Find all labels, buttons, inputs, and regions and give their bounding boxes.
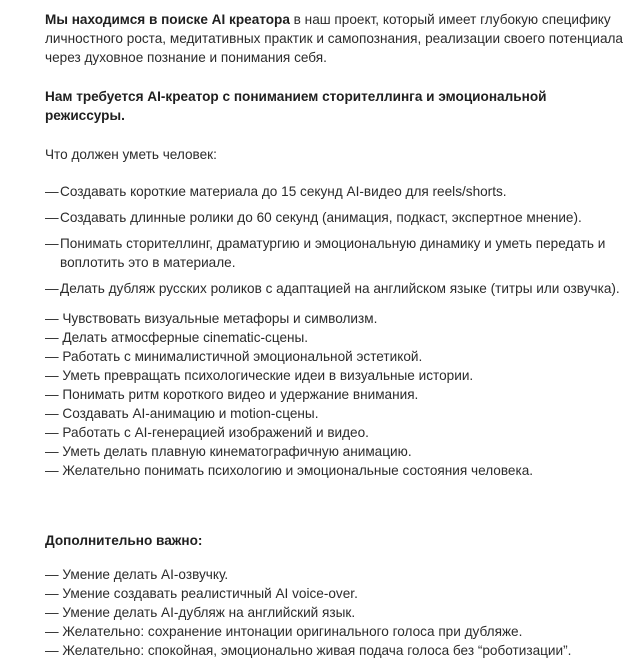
list-item-text: Создавать короткие материала до 15 секунд AI-видео для reels/shorts.	[60, 184, 507, 199]
list-item-text: Умение делать AI-озвучку.	[62, 567, 229, 582]
list-item	[45, 442, 625, 461]
list-item-text: Делать дубляж русских роликов с адаптацией на английском языке (титры или озвучка).	[60, 281, 620, 296]
dash-marker: —	[45, 184, 59, 199]
list-item	[45, 328, 625, 347]
list-item	[45, 279, 625, 298]
additional-requirements-list	[45, 565, 625, 660]
dash-marker: —	[45, 406, 59, 421]
dash-marker: —	[45, 444, 59, 459]
dash-marker: —	[45, 605, 59, 620]
list-item-text: Желательно: сохранение интонации оригинального голоса при дубляже.	[62, 624, 523, 639]
list-item-text: Создавать AI-анимацию и motion-сцены.	[62, 406, 319, 421]
list-item	[45, 366, 625, 385]
list-item-text: Желательно понимать психологию и эмоциональные состояния человека.	[62, 463, 534, 478]
dash-marker: —	[45, 349, 59, 364]
intro-paragraph	[45, 10, 625, 67]
list-item	[45, 385, 625, 404]
dash-marker: —	[45, 330, 59, 345]
list-item	[45, 461, 625, 480]
list-item-text: Умение делать AI-дубляж на английский язык.	[62, 605, 356, 620]
list-item	[45, 404, 625, 423]
dash-marker: —	[45, 210, 59, 225]
list-item	[45, 565, 625, 584]
list-item-text: Желательно: спокойная, эмоционально живая подача голоса без “роботизации”.	[62, 643, 572, 658]
list-item	[45, 182, 625, 201]
dash-marker: —	[45, 368, 59, 383]
list-item	[45, 622, 625, 641]
list-item	[45, 603, 625, 622]
secondary-skills-list	[45, 309, 625, 480]
list-item	[45, 234, 625, 272]
dash-marker: —	[45, 463, 59, 478]
primary-skills-list	[45, 182, 625, 298]
dash-marker: —	[45, 586, 59, 601]
additional-heading: Дополнительно важно:	[45, 533, 203, 548]
dash-marker: —	[45, 387, 59, 402]
dash-marker: —	[45, 311, 59, 326]
list-item	[45, 347, 625, 366]
list-item-text: Чувствовать визуальные метафоры и символизм.	[62, 311, 378, 326]
list-item	[45, 309, 625, 328]
dash-marker: —	[45, 236, 59, 251]
list-item	[45, 584, 625, 603]
intro-rest: в наш проект, который имеет глубокую специфику личностного роста, медитативных практик и самопознания, реализации своего потенциала через духовное познание и понимания себя.	[45, 12, 623, 65]
list-item	[45, 208, 625, 227]
list-item-text: Умение создавать реалистичный AI voice-over.	[62, 586, 358, 601]
list-item-text: Понимать сторителлинг, драматургию и эмоциональную динамику и уметь передать и воплотить это в материале.	[60, 236, 606, 270]
requirement-heading: Нам требуется AI-креатор с пониманием сторителлинга и эмоциональной режиссуры.	[45, 89, 547, 123]
dash-marker: —	[45, 624, 59, 639]
list-item-text: Понимать ритм короткого видео и удержание внимания.	[62, 387, 419, 402]
job-description-document	[45, 10, 625, 660]
dash-marker: —	[45, 281, 59, 296]
list-item-text: Уметь превращать психологические идеи в визуальные истории.	[62, 368, 474, 383]
intro-bold-lead: Мы находимся в поиске AI креатора	[45, 12, 290, 27]
list-item	[45, 423, 625, 442]
skills-intro: Что должен уметь человек:	[45, 147, 217, 162]
list-item-text: Уметь делать плавную кинематографичную анимацию.	[62, 444, 412, 459]
dash-marker: —	[45, 425, 59, 440]
list-item-text: Делать атмосферные cinematic-сцены.	[62, 330, 309, 345]
list-item-text: Работать с минималистичной эмоциональной эстетикой.	[62, 349, 423, 364]
dash-marker: —	[45, 567, 59, 582]
list-item-text: Работать с AI-генерацией изображений и видео.	[62, 425, 369, 440]
dash-marker: —	[45, 643, 59, 658]
list-item	[45, 641, 625, 660]
list-item-text: Создавать длинные ролики до 60 секунд (анимация, подкаст, экспертное мнение).	[60, 210, 582, 225]
